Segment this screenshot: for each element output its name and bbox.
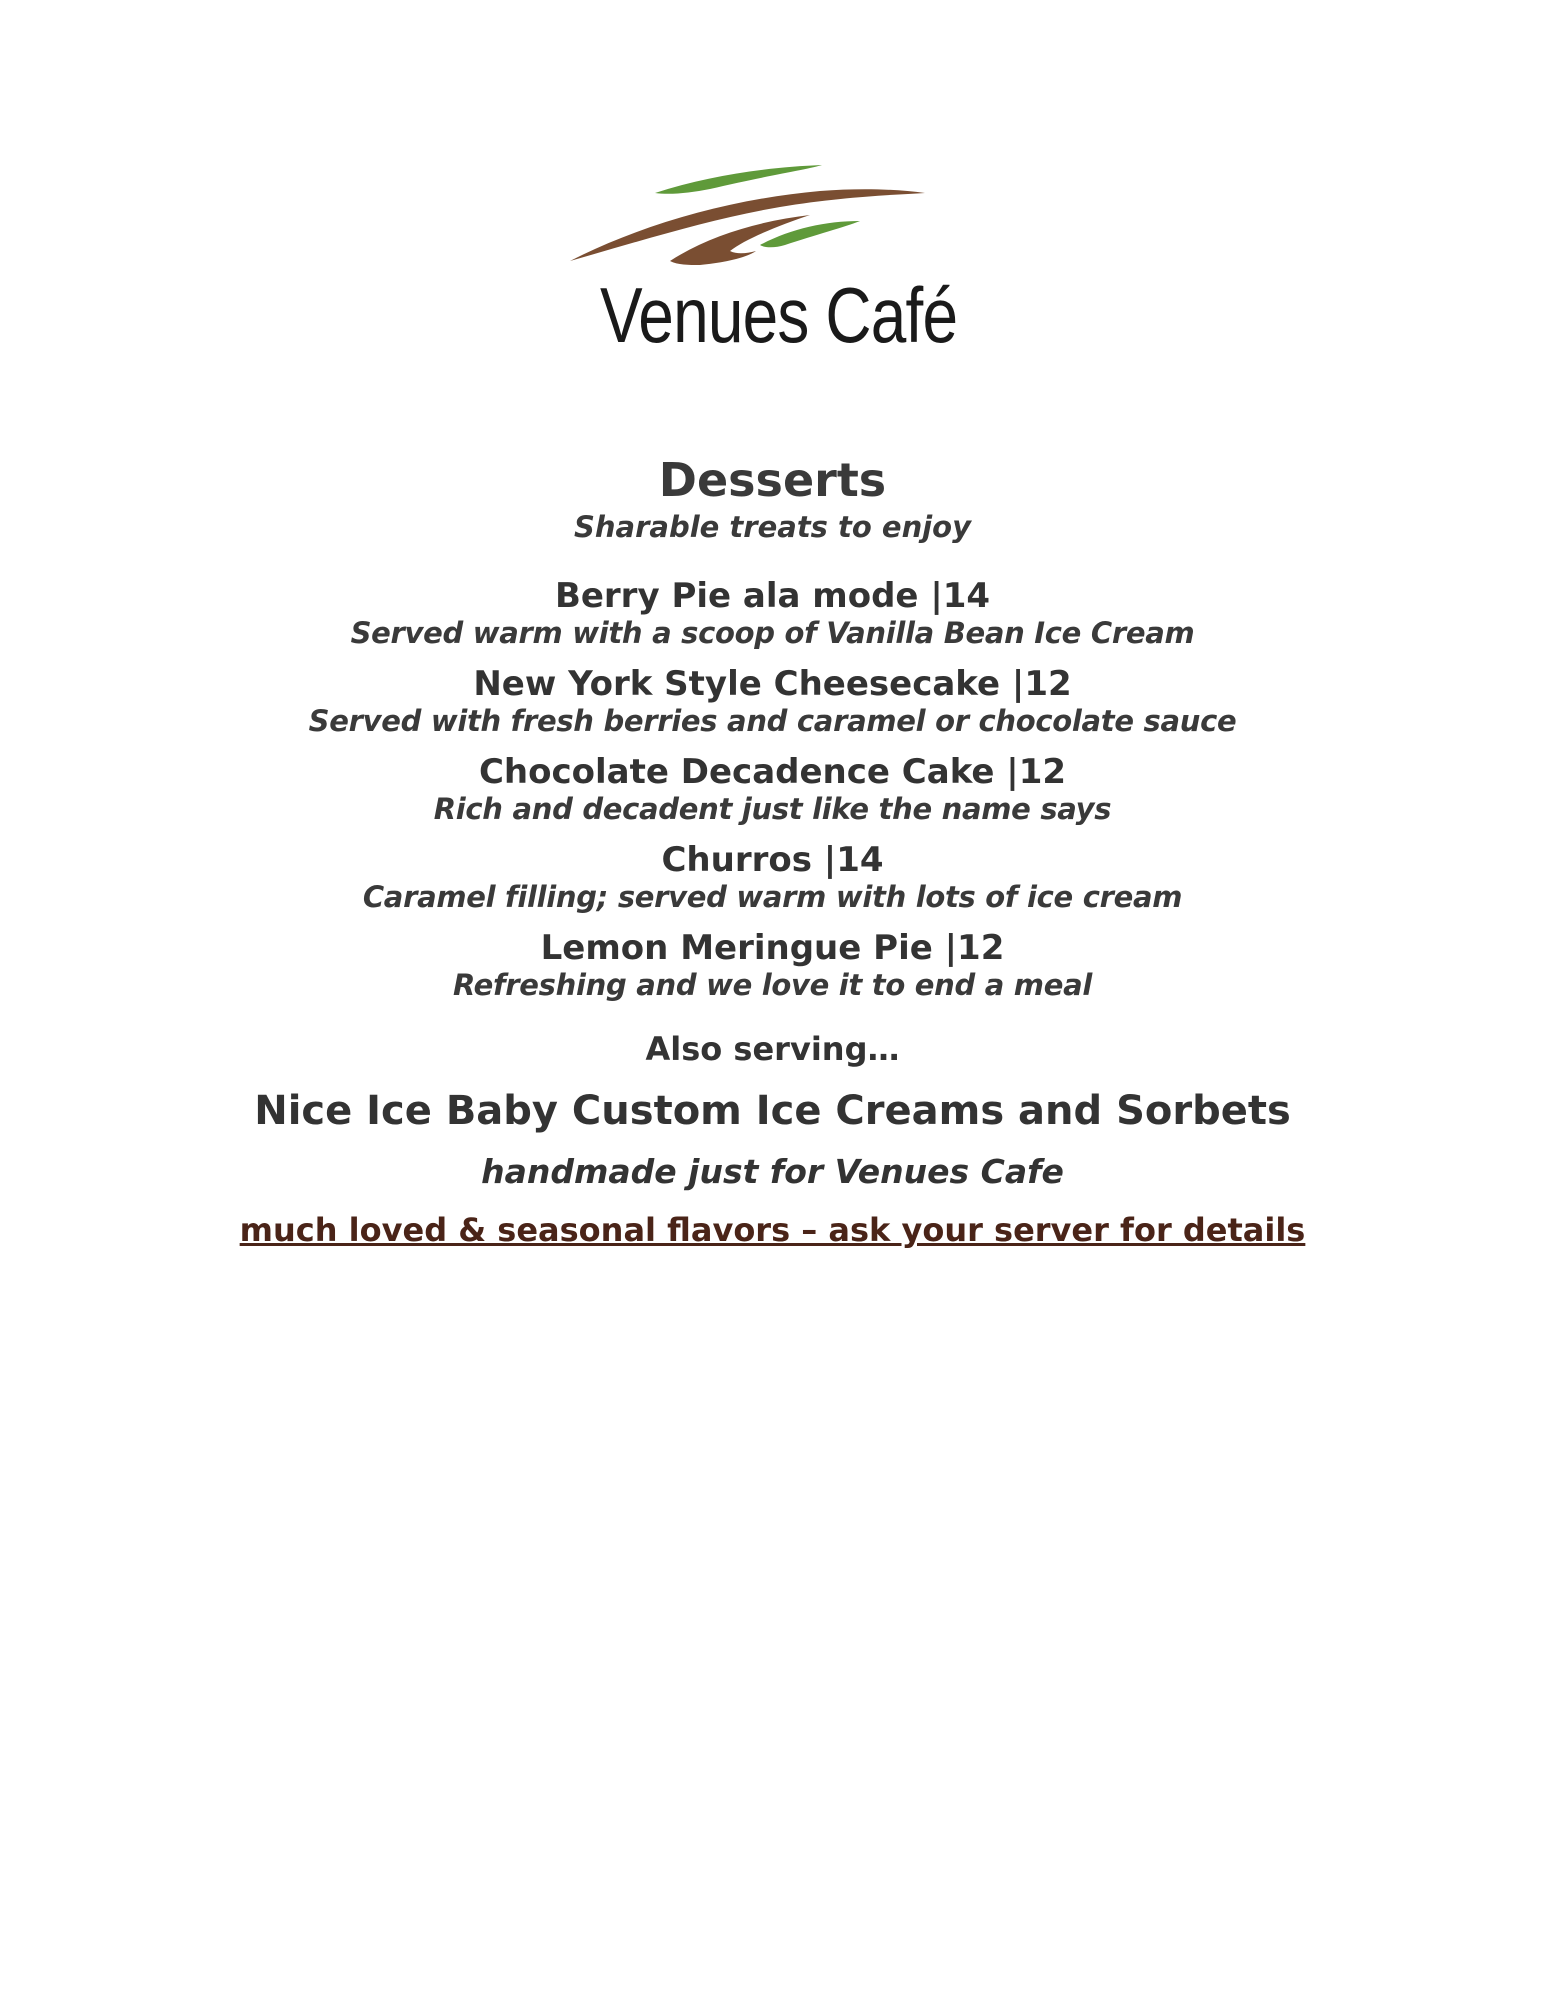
menu-item xyxy=(0,752,1545,826)
item-description: Refreshing and we love it to end a meal xyxy=(453,968,1092,1002)
also-serving-heading: Also serving… xyxy=(645,1030,900,1068)
venues-cafe-logo xyxy=(560,155,980,359)
item-name: New York Style Cheesecake |12 xyxy=(473,664,1072,704)
menu-item xyxy=(0,664,1545,738)
item-description: Served with fresh berries and caramel or chocolate sauce xyxy=(308,704,1237,738)
item-name: Churros |14 xyxy=(661,840,884,880)
menu-item xyxy=(0,576,1545,650)
seasonal-flavors-note: much loved & seasonal flavors – ask your server for details xyxy=(239,1211,1306,1249)
item-name: Berry Pie ala mode |14 xyxy=(554,576,991,616)
logo-wordmark: Venues Café xyxy=(600,271,958,359)
item-description: Caramel filling; served warm with lots of ice cream xyxy=(362,880,1183,914)
logo-swoosh-icon xyxy=(560,155,980,285)
ice-cream-headline: Nice Ice Baby Custom Ice Creams and Sorbets xyxy=(254,1088,1291,1134)
menu-item xyxy=(0,840,1545,914)
section-subtitle: Sharable treats to enjoy xyxy=(573,510,972,544)
item-name: Lemon Meringue Pie |12 xyxy=(540,928,1005,968)
menu-item xyxy=(0,928,1545,1002)
section-title: Desserts xyxy=(658,453,887,507)
item-description: Served warm with a scoop of Vanilla Bean Ice Cream xyxy=(350,616,1195,650)
item-description: Rich and decadent just like the name says xyxy=(433,792,1112,826)
ice-cream-tagline: handmade just for Venues Cafe xyxy=(481,1152,1064,1191)
menu-content xyxy=(0,452,1545,1252)
item-name: Chocolate Decadence Cake |12 xyxy=(478,752,1067,792)
